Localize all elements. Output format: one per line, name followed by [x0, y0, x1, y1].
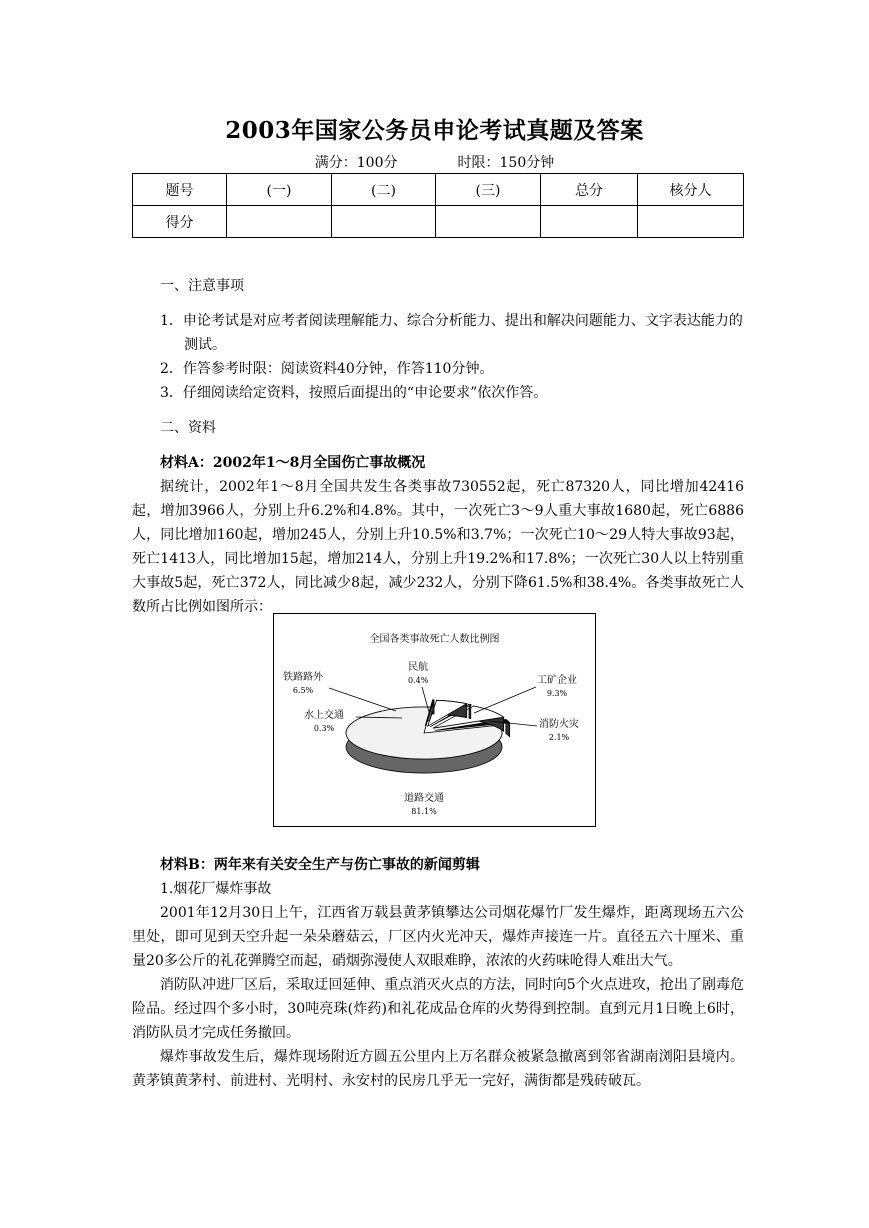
- pie-slice-side: [469, 704, 471, 718]
- material-b-paragraph: 消防队冲进厂区后，采取迂回延伸、重点消灭火点的方法，同时向5个火点进攻，抢出了剧毒危险品。经过四个多小时，30吨亮珠(炸药)和礼花成品仓库的火势得到控制。直到元月1日晚上6时，消防队员才完成任务撤回。: [132, 977, 744, 1041]
- score-cell: [332, 206, 436, 238]
- note-item: 1．申论考试是对应考者阅读理解能力、综合分析能力、提出和解决问题能力、文字表达能力的测试。: [160, 313, 743, 353]
- header-cell: (二): [332, 174, 436, 206]
- exam-info: [0, 152, 869, 172]
- material-b-title: 材料B：两年来有关安全生产与伤亡事故的新闻剪辑: [160, 857, 480, 873]
- pie-chart: [273, 613, 596, 827]
- leader-line: [329, 688, 396, 711]
- slice-name: 铁路路外: [283, 672, 323, 683]
- note-item: 3．仔细阅读给定资料，按照后面提出的“申论要求”依次作答。: [160, 385, 548, 401]
- header-cell: (一): [227, 174, 332, 206]
- score-cell: [227, 206, 332, 238]
- full-score: 满分：100分: [314, 155, 398, 171]
- header-cell: 总分: [541, 174, 638, 206]
- leader-line: [474, 687, 536, 713]
- score-cell: [638, 206, 744, 238]
- slice-name: 民航: [408, 662, 429, 673]
- slice-value: 0.3%: [313, 724, 335, 733]
- slice-name: 消防火灾: [539, 719, 579, 730]
- material-b-paragraph: 爆炸事故发生后，爆炸现场附近方圆五公里内上万名群众被紧急撤离到邻省湖南浏阳县境内。黄茅镇黄茅村、前进村、光明村、永安村的民房几乎无一完好，满街都是残砖破瓦。: [132, 1049, 744, 1089]
- notes-section: [132, 274, 744, 619]
- material-a-title: 材料A：2002年1～8月全国伤亡事故概况: [160, 455, 426, 471]
- slice-label-fire: [539, 718, 579, 744]
- slice-value: 9.3%: [546, 689, 568, 698]
- slice-name: 道路交通: [404, 793, 444, 804]
- materials-heading: 二、资料: [160, 420, 216, 436]
- material-a-text: 据统计，2002年1～8月全国共发生各类事故730552起，死亡87320人，同比增加42416起，增加3966人，分别上升6.2%和4.8%。其中，一次死亡3～9人重大事故1680起，死亡6886人，同比增加160起，增加245人，分别上升10.5%和3.7%；一次死亡10～29人特大事故93起，死亡1413人，同比增加15起，增加214人，分别上升19.2%和17.8%；一次死亡30人以上特别重大事故5起，死亡372人，同比减少8起，减少232人，分别下降61.5%和38.4%。各类事故死亡人数所占比例如图所示：: [132, 479, 744, 615]
- slice-name: 水上交通: [304, 710, 344, 721]
- slice-value: 81.1%: [411, 807, 437, 816]
- header-cell: 题号: [133, 174, 227, 206]
- slice-label-minhang: [408, 661, 428, 687]
- row-label: 得分: [133, 206, 227, 238]
- slice-label-water: [304, 709, 344, 735]
- material-b-section: [132, 853, 744, 1093]
- header-cell: (三): [436, 174, 541, 206]
- header-cell: 核分人: [638, 174, 744, 206]
- slice-value: 2.1%: [548, 733, 570, 742]
- material-b-paragraph: 2001年12月30日上午，江西省万载县黄茅镇攀达公司烟花爆竹厂发生爆炸，距离现场五六公里处，即可见到天空升起一朵朵蘑菇云，厂区内火光冲天，爆炸声接连一片。直径五六十厘米、重量20多公斤的礼花弹腾空而起，硝烟弥漫使人双眼难睁，浓浓的火药味呛得人难出大气。: [132, 905, 744, 969]
- slice-label-railway: [283, 671, 323, 697]
- chart-title: 全国各类事故死亡人数比例图: [369, 634, 500, 645]
- note-item: 2．作答参考时限：阅读资料40分钟，作答110分钟。: [160, 361, 494, 377]
- slice-name: 工矿企业: [537, 675, 577, 686]
- slice-label-road: [404, 792, 444, 818]
- score-table: [132, 173, 744, 238]
- score-table-score-row: [133, 206, 744, 238]
- time-limit: 时限：150分钟: [457, 155, 555, 171]
- score-cell: [436, 206, 541, 238]
- score-table-header-row: [133, 174, 744, 206]
- page-title: 2003年国家公务员申论考试真题及答案: [225, 117, 644, 144]
- material-b-subtitle: 1.烟花厂爆炸事故: [160, 881, 272, 897]
- slice-value: 6.5%: [292, 686, 314, 695]
- score-cell: [541, 206, 638, 238]
- slice-value: 0.4%: [408, 676, 429, 685]
- notes-heading: 一、注意事项: [160, 278, 244, 294]
- slice-label-industrial: [537, 674, 577, 700]
